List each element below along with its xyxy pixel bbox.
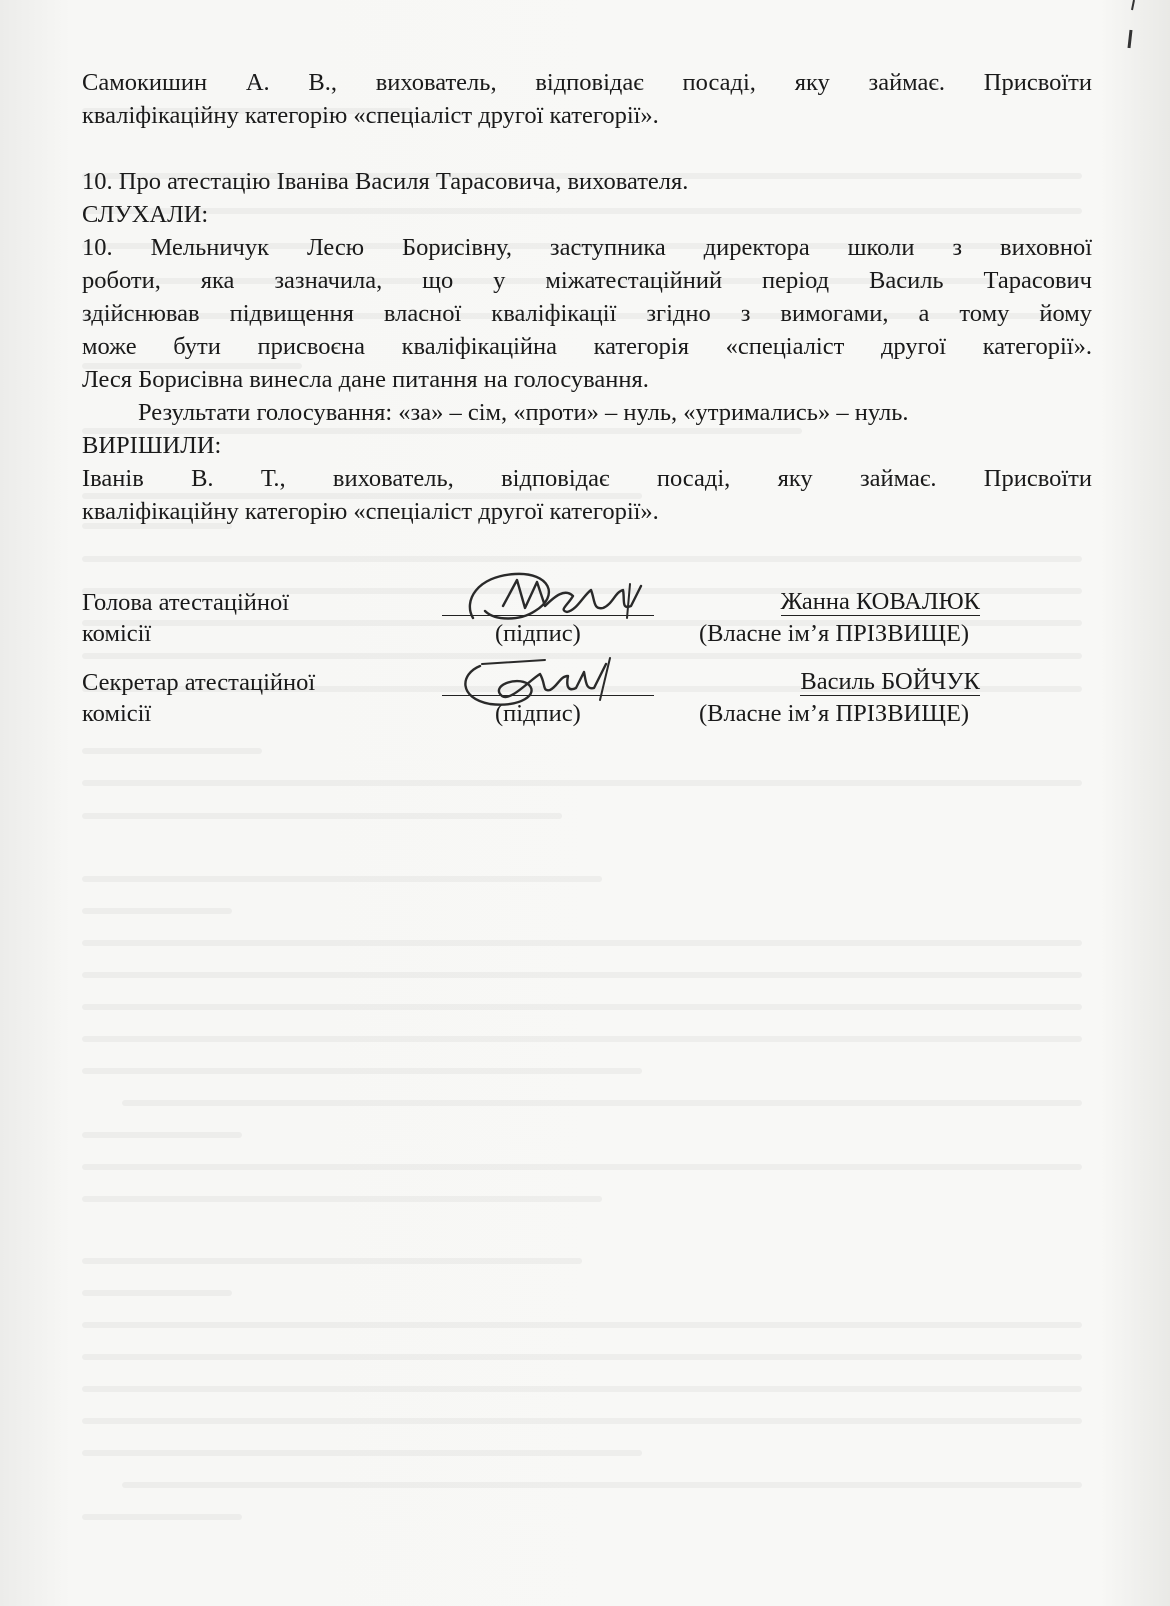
- heard-label: СЛУХАЛИ:: [82, 201, 209, 228]
- ghost-line: [82, 1346, 1092, 1366]
- text-line: 10. Мельничук Лесю Борисівну, заступника директора школи з виховної: [82, 234, 1092, 261]
- ghost-line: [82, 548, 1092, 568]
- text-line: Іванів В. Т., вихователь, відповідає посаді, яку займає. Присвоїти: [82, 465, 1092, 492]
- ghost-line: [82, 932, 1092, 952]
- secretary-handwritten-signature: [450, 646, 650, 716]
- text-line: кваліфікаційну категорію «спеціаліст другої категорії».: [82, 498, 659, 525]
- paragraph-item-10-report: [82, 231, 1092, 396]
- protocol-text: [82, 66, 1092, 528]
- ghost-line: [82, 996, 1092, 1016]
- ghost-line: [82, 1060, 1092, 1080]
- ghost-line: [82, 1442, 1092, 1462]
- chair-handwritten-signature: [455, 566, 655, 636]
- ghost-line: [82, 805, 1092, 825]
- ghost-line: [82, 1314, 1092, 1334]
- chair-name-hint: (Власне ім’я ПРІЗВИЩЕ): [699, 620, 970, 647]
- chair-label-line1: Голова атестаційної: [82, 589, 290, 616]
- secretary-name: Василь БОЙЧУК: [800, 668, 980, 695]
- ghost-line: [82, 1124, 1092, 1144]
- pen-mark-icon: [1122, 0, 1142, 60]
- text-line: здійснював підвищення власної кваліфікації згідно з вимогами, а тому йому: [82, 300, 1092, 327]
- ghost-line: [82, 772, 1092, 792]
- vote-results: Результати голосування: «за» – сім, «проти» – нуль, «утримались» – нуль.: [138, 399, 909, 426]
- ghost-line: [82, 1506, 1092, 1526]
- paragraph-samokyshyn-decision: [82, 66, 1092, 132]
- chair-label-line2: комісії: [82, 620, 152, 647]
- ghost-line: [82, 1250, 1092, 1270]
- ghost-line: [82, 740, 1092, 760]
- ghost-line: [82, 1188, 1092, 1208]
- ghost-line: [82, 1028, 1092, 1048]
- text-line: Самокишин А. В., вихователь, відповідає посаді, яку займає. Присвоїти: [82, 69, 1092, 96]
- ghost-line: [82, 868, 1092, 888]
- ghost-line: [82, 1474, 1092, 1494]
- secretary-label-line1: Секретар атестаційної: [82, 669, 316, 696]
- ghost-line: [82, 1156, 1092, 1176]
- chair-name: Жанна КОВАЛЮК: [780, 588, 980, 615]
- secretary-name-hint: (Власне ім’я ПРІЗВИЩЕ): [699, 700, 970, 727]
- item-10-title: 10. Про атестацію Іваніва Василя Тарасовича, вихователя.: [82, 168, 689, 195]
- decided-label: ВИРІШИЛИ:: [82, 432, 222, 459]
- ghost-line: [82, 1282, 1092, 1302]
- text-line: Леся Борисівна винесла дане питання на голосування.: [82, 366, 649, 393]
- ghost-line: [82, 1410, 1092, 1430]
- text-line: може бути присвоєна кваліфікаційна категорія «спеціаліст другої категорії».: [82, 333, 1092, 360]
- ghost-line: [82, 900, 1092, 920]
- text-line: роботи, яка зазначила, що у міжатестаційний період Василь Тарасович: [82, 267, 1092, 294]
- secretary-sign-hint: (підпис): [495, 700, 581, 727]
- paragraph-ivaniv-decision: [82, 462, 1092, 528]
- ghost-line: [82, 1378, 1092, 1398]
- ghost-line: [82, 964, 1092, 984]
- secretary-label-line2: комісії: [82, 700, 152, 727]
- text-line: кваліфікаційну категорію «спеціаліст другої категорії».: [82, 102, 659, 129]
- chair-sign-hint: (підпис): [495, 620, 581, 647]
- ghost-line: [82, 1092, 1092, 1112]
